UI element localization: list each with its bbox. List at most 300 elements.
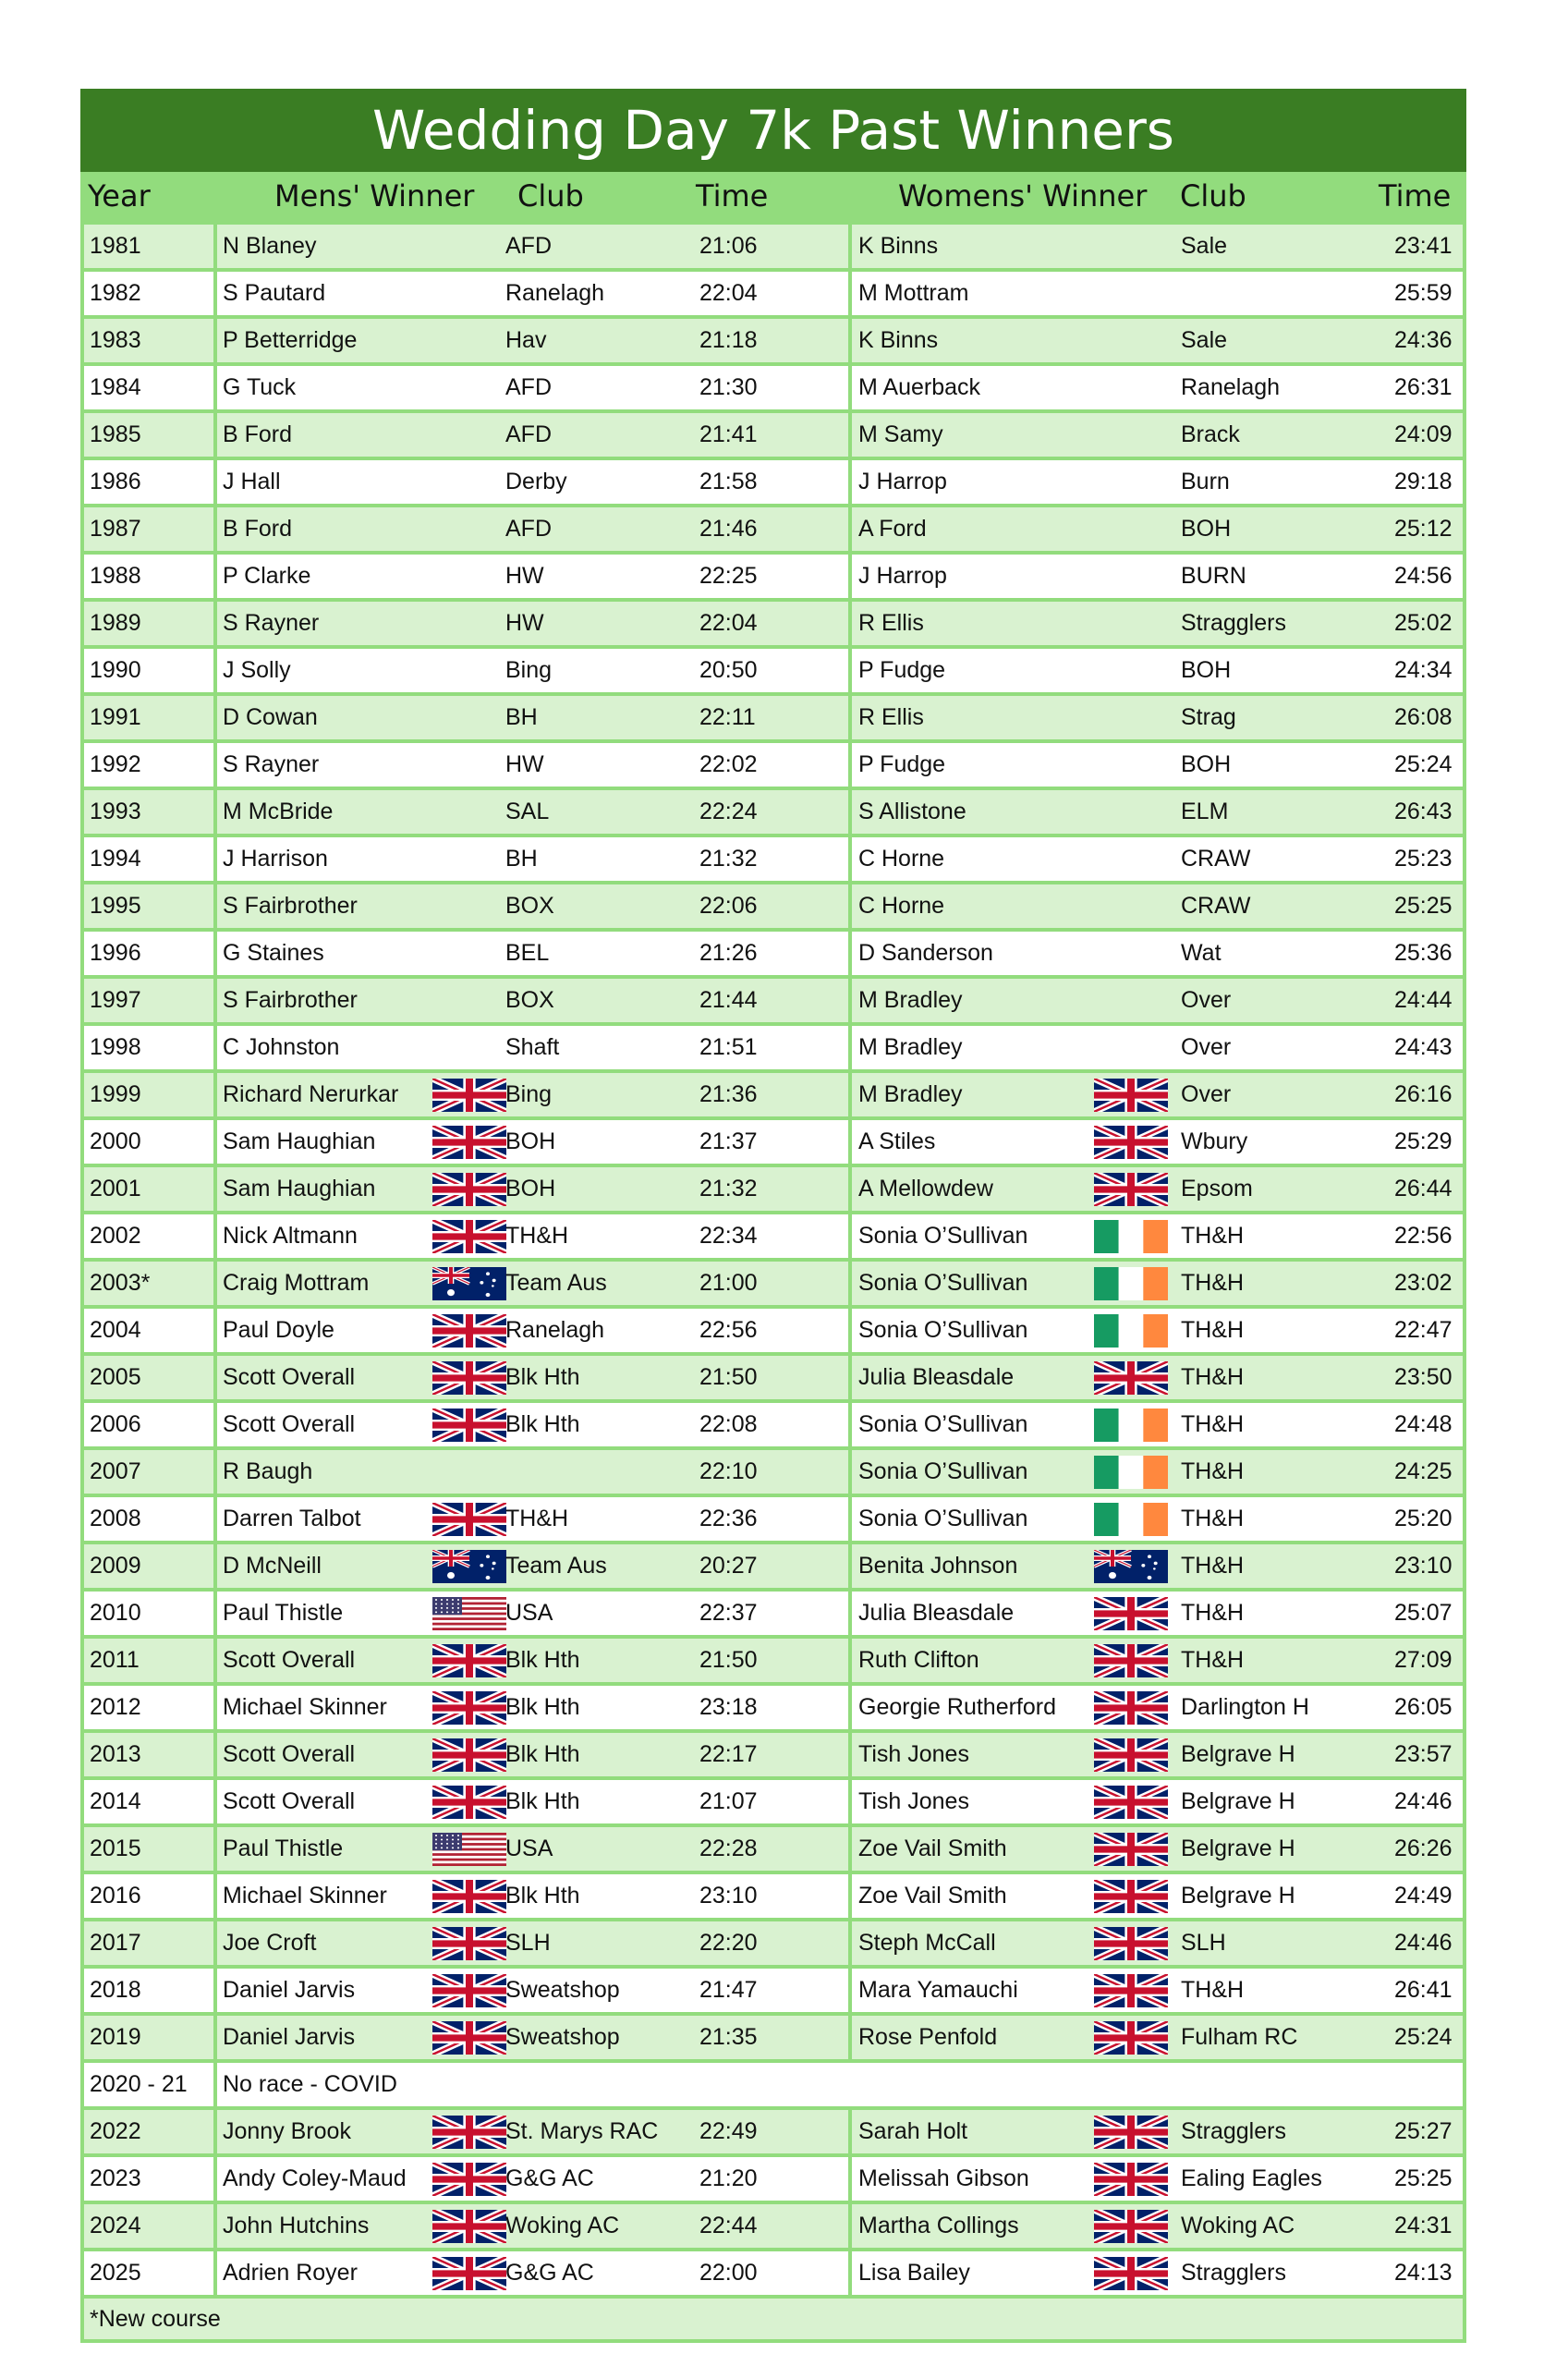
table-row: [84, 928, 1463, 975]
womens-club-cell: TH&H: [1181, 1647, 1245, 1673]
table-row: [84, 1022, 1463, 1069]
womens-club-cell: TH&H: [1181, 1270, 1245, 1296]
womens-time-cell: 25:07: [1394, 1600, 1453, 1626]
winners-table: [80, 89, 1466, 2343]
womens-winner-cell: Julia Bleasdale: [858, 1600, 1015, 1626]
womens-time-cell: 25:23: [1394, 846, 1453, 872]
womens-time-cell: 26:26: [1394, 1835, 1453, 1861]
womens-time-cell: 24:46: [1394, 1788, 1453, 1814]
year-cell: 2014: [90, 1788, 141, 1814]
womens-winner-cell: R Ellis: [858, 704, 924, 730]
womens-winner-cell: A Stiles: [858, 1128, 936, 1154]
table-row: [84, 1164, 1463, 1211]
uk-flag-icon: [432, 1220, 506, 1253]
uk-flag-icon: [1094, 1079, 1168, 1112]
year-cell: 2008: [90, 1506, 141, 1531]
womens-winner-cell: Sonia O’Sullivan: [858, 1458, 1028, 1484]
womens-club-cell: CRAW: [1181, 893, 1251, 919]
uk-flag-icon: [1094, 1974, 1168, 2007]
mens-time-cell: 20:50: [699, 657, 758, 683]
header-year: Year: [88, 178, 151, 213]
womens-club-cell: Darlington H: [1181, 1694, 1309, 1720]
usa-flag-icon: [432, 1833, 506, 1866]
mens-club-cell: BH: [505, 846, 538, 872]
womens-club-cell: Brack: [1181, 421, 1240, 447]
table-row: [84, 692, 1463, 739]
column-header-row: [80, 172, 1466, 221]
table-row: [84, 2248, 1463, 2295]
table-row: [84, 645, 1463, 692]
mens-time-cell: 21:35: [699, 2024, 758, 2050]
mens-time-cell: 21:06: [699, 233, 758, 259]
year-cell: 1987: [90, 516, 141, 542]
mens-time-cell: 22:17: [699, 1741, 758, 1767]
table-row: [84, 1965, 1463, 2012]
womens-club-cell: SLH: [1181, 1930, 1226, 1956]
year-cell: 2016: [90, 1883, 141, 1909]
womens-time-cell: 23:50: [1394, 1364, 1453, 1390]
mens-winner-cell: Paul Thistle: [223, 1600, 344, 1626]
womens-time-cell: 26:16: [1394, 1081, 1453, 1107]
womens-winner-cell: A Mellowdew: [858, 1176, 993, 1201]
table-row: [84, 1541, 1463, 1588]
womens-winner-cell: Melissah Gibson: [858, 2165, 1029, 2191]
mens-winner-cell: Michael Skinner: [223, 1694, 387, 1720]
womens-club-cell: TH&H: [1181, 1317, 1245, 1343]
mens-time-cell: 23:18: [699, 1694, 758, 1720]
womens-time-cell: 27:09: [1394, 1647, 1453, 1673]
womens-club-cell: Wat: [1181, 940, 1222, 966]
table-row: [84, 315, 1463, 362]
mens-winner-cell: J Harrison: [223, 846, 328, 872]
year-cell: 1981: [90, 233, 141, 259]
womens-winner-cell: P Fudge: [858, 657, 946, 683]
womens-time-cell: 25:20: [1394, 1506, 1453, 1531]
womens-time-cell: 23:41: [1394, 233, 1453, 259]
womens-time-cell: 25:02: [1394, 610, 1453, 636]
year-cell: 1996: [90, 940, 141, 966]
mens-winner-cell: C Johnston: [223, 1034, 340, 1060]
ireland-flag-icon: [1094, 1503, 1168, 1536]
mens-winner-cell: P Clarke: [223, 563, 311, 589]
year-cell: 2017: [90, 1930, 141, 1956]
mens-winner-cell: P Betterridge: [223, 327, 358, 353]
table-row: [84, 362, 1463, 409]
mens-time-cell: 23:10: [699, 1883, 758, 1909]
mens-club-cell: Derby: [505, 469, 567, 494]
year-cell: 1991: [90, 704, 141, 730]
mens-club-cell: Blk Hth: [505, 1647, 580, 1673]
womens-club-cell: Over: [1181, 1081, 1232, 1107]
year-cell: 2023: [90, 2165, 141, 2191]
womens-winner-cell: S Allistone: [858, 799, 966, 824]
mens-time-cell: 22:25: [699, 563, 758, 589]
header-womens-winner: Womens' Winner: [898, 178, 1148, 213]
womens-club-cell: Sale: [1181, 327, 1228, 353]
womens-time-cell: 24:43: [1394, 1034, 1453, 1060]
mens-time-cell: 22:49: [699, 2118, 758, 2144]
womens-club-cell: BOH: [1181, 516, 1232, 542]
mens-time-cell: 22:00: [699, 2260, 758, 2286]
womens-winner-cell: M Auerback: [858, 374, 981, 400]
uk-flag-icon: [432, 1786, 506, 1819]
mens-time-cell: 22:34: [699, 1223, 758, 1249]
mens-winner-cell: M McBride: [223, 799, 334, 824]
womens-time-cell: 26:05: [1394, 1694, 1453, 1720]
uk-flag-icon: [1094, 2210, 1168, 2243]
mens-winner-cell: Sam Haughian: [223, 1176, 376, 1201]
mens-club-cell: TH&H: [505, 1506, 569, 1531]
womens-winner-cell: M Samy: [858, 421, 943, 447]
mens-time-cell: 21:30: [699, 374, 758, 400]
mens-winner-cell: Scott Overall: [223, 1788, 356, 1814]
womens-time-cell: 29:18: [1394, 469, 1453, 494]
mens-club-cell: Team Aus: [505, 1553, 607, 1579]
womens-winner-cell: K Binns: [858, 327, 939, 353]
mens-club-cell: Sweatshop: [505, 2024, 620, 2050]
womens-club-cell: TH&H: [1181, 1458, 1245, 1484]
ireland-flag-icon: [1094, 1267, 1168, 1300]
table-row: [84, 975, 1463, 1022]
uk-flag-icon: [432, 1738, 506, 1772]
womens-time-cell: 24:46: [1394, 1930, 1453, 1956]
mens-club-cell: Bing: [505, 1081, 553, 1107]
uk-flag-icon: [432, 2210, 506, 2243]
womens-winner-cell: Georgie Rutherford: [858, 1694, 1057, 1720]
year-cell: 2009: [90, 1553, 141, 1579]
mens-time-cell: 21:00: [699, 1270, 758, 1296]
year-cell: 1992: [90, 751, 141, 777]
womens-winner-cell: D Sanderson: [858, 940, 993, 966]
year-cell: 2022: [90, 2118, 141, 2144]
page-title: Wedding Day 7k Past Winners: [80, 89, 1466, 172]
womens-club-cell: Wbury: [1181, 1128, 1248, 1154]
mens-winner-cell: Richard Nerurkar: [223, 1081, 399, 1107]
ireland-flag-icon: [1094, 1314, 1168, 1348]
womens-club-cell: Ealing Eagles: [1181, 2165, 1322, 2191]
table-row: [84, 504, 1463, 551]
mens-time-cell: 21:50: [699, 1647, 758, 1673]
mens-club-cell: Blk Hth: [505, 1694, 580, 1720]
womens-club-cell: Woking AC: [1181, 2213, 1295, 2238]
mens-club-cell: G&G AC: [505, 2260, 594, 2286]
uk-flag-icon: [1094, 1927, 1168, 1960]
header-womens-club: Club: [1180, 178, 1246, 213]
womens-time-cell: 25:36: [1394, 940, 1453, 966]
womens-time-cell: 23:57: [1394, 1741, 1453, 1767]
womens-winner-cell: A Ford: [858, 516, 927, 542]
table-row: [84, 457, 1463, 504]
womens-club-cell: Ranelagh: [1181, 374, 1281, 400]
womens-club-cell: BOH: [1181, 657, 1232, 683]
womens-winner-cell: C Horne: [858, 846, 945, 872]
womens-club-cell: Stragglers: [1181, 2260, 1286, 2286]
table-row: [84, 1399, 1463, 1446]
uk-flag-icon: [432, 2257, 506, 2290]
mens-winner-cell: Scott Overall: [223, 1364, 356, 1390]
mens-time-cell: 21:44: [699, 987, 758, 1013]
year-cell: 2020 - 21: [90, 2071, 188, 2097]
womens-time-cell: 25:24: [1394, 751, 1453, 777]
year-cell: 1983: [90, 327, 141, 353]
womens-winner-cell: Sonia O’Sullivan: [858, 1411, 1028, 1437]
mens-winner-cell: Jonny Brook: [223, 2118, 351, 2144]
table-row: [84, 2059, 1463, 2106]
womens-winner-cell: Sarah Holt: [858, 2118, 968, 2144]
mens-time-cell: 22:08: [699, 1411, 758, 1437]
year-cell: 2013: [90, 1741, 141, 1767]
womens-club-cell: Belgrave H: [1181, 1741, 1295, 1767]
mens-winner-cell: Paul Thistle: [223, 1835, 344, 1861]
year-cell: 2019: [90, 2024, 141, 2050]
year-cell: 2007: [90, 1458, 141, 1484]
womens-club-cell: Belgrave H: [1181, 1883, 1295, 1909]
mens-club-cell: St. Marys RAC: [505, 2118, 659, 2144]
mens-winner-cell: Michael Skinner: [223, 1883, 387, 1909]
mens-club-cell: BOX: [505, 893, 554, 919]
uk-flag-icon: [432, 2021, 506, 2055]
mens-club-cell: BOH: [505, 1128, 556, 1154]
womens-time-cell: 24:13: [1394, 2260, 1453, 2286]
usa-flag-icon: [432, 1597, 506, 1630]
table-row: [84, 1871, 1463, 1918]
mens-winner-cell: S Fairbrother: [223, 893, 358, 919]
mens-time-cell: 22:10: [699, 1458, 758, 1484]
womens-winner-cell: J Harrop: [858, 469, 947, 494]
table-row: [84, 551, 1463, 598]
table-row: [84, 268, 1463, 315]
mens-club-cell: Blk Hth: [505, 1741, 580, 1767]
mens-time-cell: 22:37: [699, 1600, 758, 1626]
header-mens-time: Time: [696, 178, 769, 213]
header-mens-club: Club: [517, 178, 584, 213]
womens-winner-cell: C Horne: [858, 893, 945, 919]
womens-club-cell: TH&H: [1181, 1506, 1245, 1531]
womens-time-cell: 25:25: [1394, 2165, 1453, 2191]
table-row: [84, 1588, 1463, 1635]
table-row: [84, 1352, 1463, 1399]
mens-winner-cell: Darren Talbot: [223, 1506, 361, 1531]
mens-winner-cell: J Hall: [223, 469, 281, 494]
uk-flag-icon: [1094, 2116, 1168, 2149]
mens-time-cell: 21:32: [699, 846, 758, 872]
mens-time-cell: 21:51: [699, 1034, 758, 1060]
mens-winner-cell: Paul Doyle: [223, 1317, 334, 1343]
womens-time-cell: 23:02: [1394, 1270, 1453, 1296]
womens-club-cell: TH&H: [1181, 1553, 1245, 1579]
womens-time-cell: 24:09: [1394, 421, 1453, 447]
australia-flag-icon: [1094, 1550, 1168, 1583]
ireland-flag-icon: [1094, 1409, 1168, 1442]
womens-time-cell: 26:08: [1394, 704, 1453, 730]
uk-flag-icon: [1094, 1644, 1168, 1677]
mens-club-cell: BH: [505, 704, 538, 730]
womens-time-cell: 24:48: [1394, 1411, 1453, 1437]
mens-club-cell: Blk Hth: [505, 1364, 580, 1390]
mens-time-cell: 22:11: [699, 704, 756, 730]
womens-time-cell: 25:25: [1394, 893, 1453, 919]
uk-flag-icon: [432, 1361, 506, 1395]
womens-time-cell: 26:41: [1394, 1977, 1453, 2003]
womens-time-cell: 25:59: [1394, 280, 1453, 306]
mens-club-cell: HW: [505, 751, 544, 777]
table-row: [84, 1682, 1463, 1729]
mens-time-cell: 21:36: [699, 1081, 758, 1107]
womens-club-cell: Over: [1181, 1034, 1232, 1060]
mens-time-cell: 21:50: [699, 1364, 758, 1390]
mens-club-cell: AFD: [505, 233, 552, 259]
womens-winner-cell: Sonia O’Sullivan: [858, 1270, 1028, 1296]
year-cell: 1993: [90, 799, 141, 824]
mens-club-cell: AFD: [505, 374, 552, 400]
mens-club-cell: Blk Hth: [505, 1788, 580, 1814]
mens-club-cell: BOH: [505, 1176, 556, 1201]
mens-time-cell: 22:20: [699, 1930, 758, 1956]
table-row: [84, 2106, 1463, 2153]
mens-time-cell: 21:47: [699, 1977, 758, 2003]
mens-winner-cell: Scott Overall: [223, 1647, 356, 1673]
uk-flag-icon: [1094, 1361, 1168, 1395]
womens-time-cell: 24:49: [1394, 1883, 1453, 1909]
womens-time-cell: 25:12: [1394, 516, 1453, 542]
uk-flag-icon: [432, 1409, 506, 1442]
mens-time-cell: 22:04: [699, 610, 758, 636]
mens-winner-cell: J Solly: [223, 657, 291, 683]
womens-club-cell: TH&H: [1181, 1364, 1245, 1390]
womens-winner-cell: Martha Collings: [858, 2213, 1019, 2238]
womens-winner-cell: Benita Johnson: [858, 1553, 1018, 1579]
mens-time-cell: 22:24: [699, 799, 758, 824]
mens-club-cell: Blk Hth: [505, 1883, 580, 1909]
table-row: [84, 1729, 1463, 1776]
year-cell: 2015: [90, 1835, 141, 1861]
uk-flag-icon: [1094, 1880, 1168, 1913]
womens-club-cell: Strag: [1181, 704, 1236, 730]
table-row: [84, 834, 1463, 881]
womens-winner-cell: R Ellis: [858, 610, 924, 636]
table-row: [84, 1258, 1463, 1305]
year-cell: 1985: [90, 421, 141, 447]
womens-club-cell: TH&H: [1181, 1977, 1245, 2003]
mens-club-cell: Hav: [505, 327, 547, 353]
year-cell: 1988: [90, 563, 141, 589]
womens-winner-cell: P Fudge: [858, 751, 946, 777]
womens-club-cell: TH&H: [1181, 1223, 1245, 1249]
womens-winner-cell: Tish Jones: [858, 1788, 969, 1814]
mens-winner-cell: John Hutchins: [223, 2213, 370, 2238]
womens-club-cell: TH&H: [1181, 1600, 1245, 1626]
year-cell: 1986: [90, 469, 141, 494]
womens-time-cell: 25:29: [1394, 1128, 1453, 1154]
year-cell: 2010: [90, 1600, 141, 1626]
womens-winner-cell: M Bradley: [858, 987, 963, 1013]
year-cell: 2011: [90, 1647, 140, 1673]
year-cell: 2002: [90, 1223, 141, 1249]
table-row: [84, 221, 1463, 268]
womens-club-cell: Sale: [1181, 233, 1228, 259]
year-cell: 2000: [90, 1128, 141, 1154]
mens-club-cell: TH&H: [505, 1223, 569, 1249]
year-cell: 2004: [90, 1317, 141, 1343]
womens-winner-cell: Sonia O’Sullivan: [858, 1506, 1028, 1531]
uk-flag-icon: [1094, 1786, 1168, 1819]
womens-time-cell: 24:36: [1394, 327, 1453, 353]
womens-winner-cell: M Bradley: [858, 1034, 963, 1060]
ireland-flag-icon: [1094, 1220, 1168, 1253]
womens-time-cell: 22:47: [1394, 1317, 1453, 1343]
table-row: [84, 881, 1463, 928]
uk-flag-icon: [432, 1126, 506, 1159]
womens-club-cell: Over: [1181, 987, 1232, 1013]
mens-club-cell: Woking AC: [505, 2213, 620, 2238]
table-row: [84, 1918, 1463, 1965]
uk-flag-icon: [1094, 1126, 1168, 1159]
uk-flag-icon: [1094, 1738, 1168, 1772]
uk-flag-icon: [432, 2163, 506, 2196]
womens-winner-cell: J Harrop: [858, 563, 947, 589]
mens-time-cell: 21:07: [699, 1788, 758, 1814]
mens-time-cell: 20:27: [699, 1553, 758, 1579]
mens-winner-cell: Adrien Royer: [223, 2260, 358, 2286]
mens-time-cell: 21:46: [699, 516, 758, 542]
uk-flag-icon: [432, 1974, 506, 2007]
mens-club-cell: Team Aus: [505, 1270, 607, 1296]
mens-winner-cell: Craig Mottram: [223, 1270, 370, 1296]
mens-time-cell: 22:06: [699, 893, 758, 919]
table-row: [84, 2153, 1463, 2201]
year-cell: 2001: [90, 1176, 141, 1201]
mens-club-cell: SAL: [505, 799, 550, 824]
womens-winner-cell: Sonia O’Sullivan: [858, 1317, 1028, 1343]
uk-flag-icon: [432, 2116, 506, 2149]
womens-winner-cell: Zoe Vail Smith: [858, 1835, 1007, 1861]
womens-winner-cell: Zoe Vail Smith: [858, 1883, 1007, 1909]
year-cell: 1995: [90, 893, 141, 919]
australia-flag-icon: [432, 1550, 506, 1583]
uk-flag-icon: [432, 1314, 506, 1348]
mens-club-cell: HW: [505, 563, 544, 589]
womens-winner-cell: Julia Bleasdale: [858, 1364, 1015, 1390]
uk-flag-icon: [1094, 2163, 1168, 2196]
mens-winner-cell: Joe Croft: [223, 1930, 317, 1956]
mens-winner-cell: B Ford: [223, 421, 293, 447]
mens-club-cell: USA: [505, 1600, 553, 1626]
womens-winner-cell: M Mottram: [858, 280, 969, 306]
mens-time-cell: 22:02: [699, 751, 758, 777]
mens-winner-cell: S Rayner: [223, 751, 320, 777]
mens-club-cell: Blk Hth: [505, 1411, 580, 1437]
womens-time-cell: 24:25: [1394, 1458, 1453, 1484]
uk-flag-icon: [432, 1079, 506, 1112]
table-row: [84, 409, 1463, 457]
uk-flag-icon: [432, 1927, 506, 1960]
mens-winner-cell: Nick Altmann: [223, 1223, 358, 1249]
table-row: [84, 1494, 1463, 1541]
uk-flag-icon: [432, 1880, 506, 1913]
mens-club-cell: USA: [505, 1835, 553, 1861]
womens-club-cell: BOH: [1181, 751, 1232, 777]
uk-flag-icon: [432, 1644, 506, 1677]
mens-club-cell: G&G AC: [505, 2165, 594, 2191]
womens-winner-cell: Tish Jones: [858, 1741, 969, 1767]
table-row: [84, 1823, 1463, 1871]
womens-club-cell: ELM: [1181, 799, 1229, 824]
womens-time-cell: 22:56: [1394, 1223, 1453, 1249]
womens-club-cell: Epsom: [1181, 1176, 1253, 1201]
year-cell: 2012: [90, 1694, 141, 1720]
mens-club-cell: Ranelagh: [505, 280, 605, 306]
womens-time-cell: 24:44: [1394, 987, 1453, 1013]
